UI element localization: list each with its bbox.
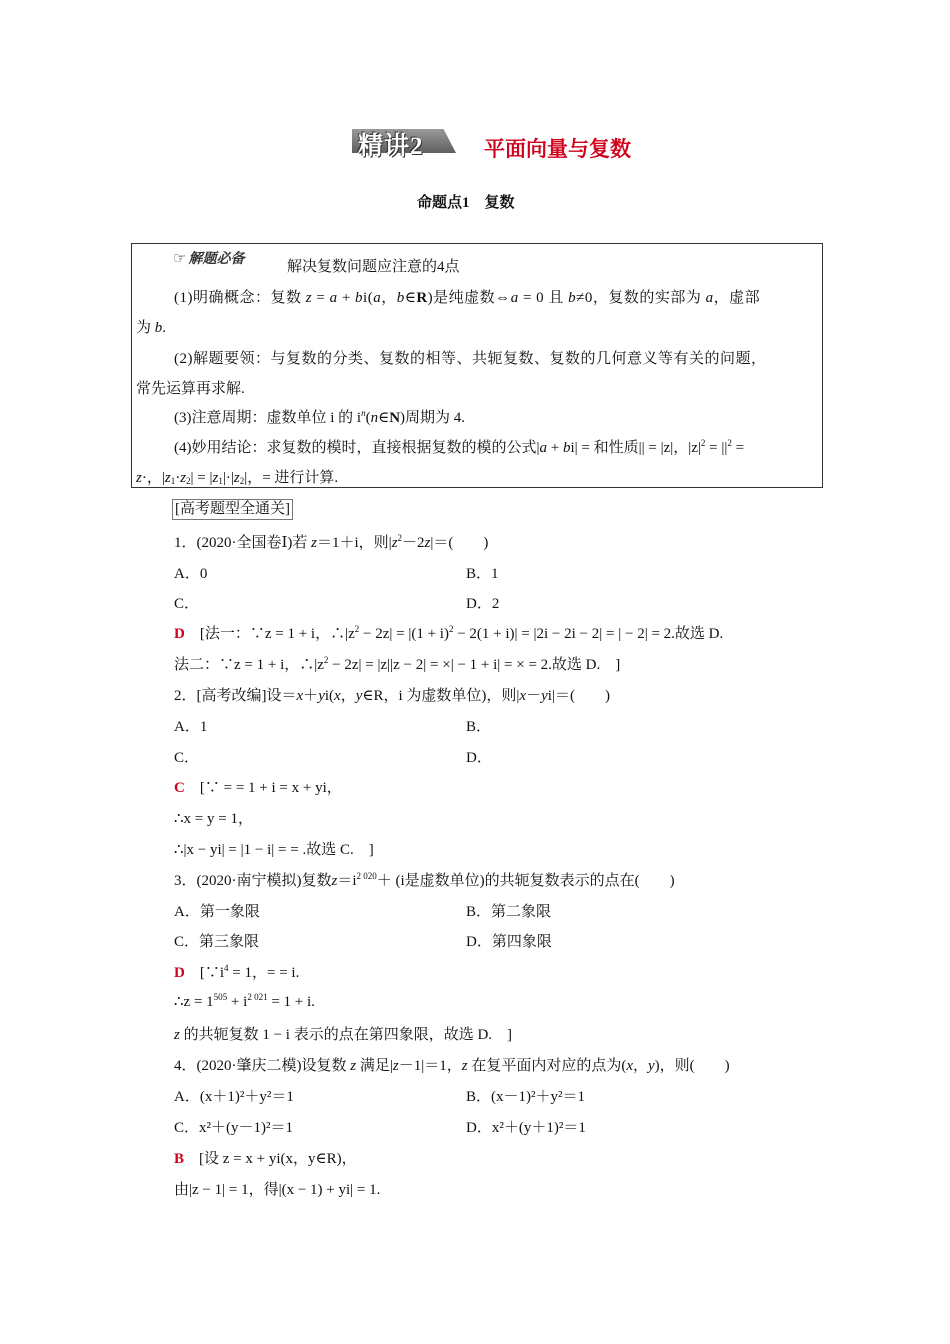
point-4: (4)妙用结论：求复数的模时，直接根据复数的模的公式|a + bi| = 和性质|| = |z|，$|z|^2 = ||^2$ = xyxy=(174,438,745,456)
q4-option-b: B．(x－1)²＋y²＝1 xyxy=(466,1089,585,1105)
q4-solution-2: 由|z − 1| = 1，得|(x − 1) + yi| = 1. xyxy=(174,1182,381,1198)
pointing-hand-icon: ☞ xyxy=(173,250,187,267)
q3-solution-1: D [$\because i^4 = 1$，= = i. xyxy=(174,963,300,981)
q4-option-c: C．x²＋(y－1)²＝1 xyxy=(174,1120,293,1136)
q2-option-b: B． xyxy=(466,719,492,735)
q2-solution-3: ∴|x − yi| = |1 − i| = = .故选 C. ] xyxy=(174,842,374,858)
q3-option-c: C．第三象限 xyxy=(174,934,260,950)
section-subtitle: 命题点1 复数 xyxy=(417,195,515,211)
q4-option-a: A．(x＋1)²＋y²＝1 xyxy=(174,1089,294,1105)
q3-stem: 3．(2020·南宁模拟)复数$z=i^{2 020}+ (i$是虚数单位)的共轭复数表示的点在( ) xyxy=(174,871,675,889)
point-1-cont: 为 b. xyxy=(136,320,167,336)
section-label: [高考题型全通关] xyxy=(172,499,293,520)
q3-answer: D xyxy=(174,965,185,981)
q2-stem: 2．[高考改编]设＝x＋yi(x，y∈R，i 为虚数单位)，则|x－yi|＝( ) xyxy=(174,688,610,704)
q2-solution-2: ∴x = y = 1， xyxy=(174,811,253,827)
q3-option-a: A．第一象限 xyxy=(174,904,260,920)
q3-solution-3: z 的共轭复数 1 − i 表示的点在第四象限，故选 D. ] xyxy=(174,1027,513,1043)
q1-solution-2: 法二：∵z = 1 + i，$\therefore|z^2 - 2z| = |z||z - 2|$ = ×| − 1 + i| = × = 2.故选 D. ] xyxy=(174,655,621,673)
q1-answer: D xyxy=(174,626,185,642)
q2-answer: C xyxy=(174,780,185,796)
point-2: (2)解题要领：与复数的分类、复数的相等、共轭复数、复数的几何意义等有关的问题， xyxy=(174,351,767,367)
banner-text: 精讲2 xyxy=(358,133,424,160)
lecture-banner xyxy=(352,126,460,160)
q1-option-c: C． xyxy=(174,596,200,612)
q2-solution-1: C [∵ = = 1 + i = x + yi， xyxy=(174,780,342,796)
q2-option-c: C． xyxy=(174,750,200,766)
q2-option-d: D． xyxy=(466,750,492,766)
q1-solution-1: D [法一：∵z = 1 + i，$\therefore|z^2 - 2z| = |(1 + i)^2 - 2(1 + i)| = |2i - 2i - 2|$ = | − 2| = 2.故选 D. xyxy=(174,624,724,642)
q4-stem: 4．(2020·肇庆二模)设复数 z 满足|z－1|＝1，z 在复平面内对应的点为(x，y)，则( ) xyxy=(174,1058,730,1074)
q4-answer: B xyxy=(174,1151,185,1167)
q2-option-a: A．1 xyxy=(174,719,208,735)
q1-stem: 1．(2020·全国卷Ⅰ)若 z＝1＋i，则$|z^2-2z|=$( ) xyxy=(174,533,489,551)
tag-label: 解题必备 xyxy=(188,252,245,267)
q3-option-d: D．第四象限 xyxy=(466,934,552,950)
key-points-tag xyxy=(173,248,244,268)
point-1: (1)明确概念：复数 z = a + bi(a，b∈R)是纯虚数⇔a = 0 且 b≠0，复数的实部为 a，虚部 xyxy=(174,290,761,306)
point-2-cont: 常先运算再求解. xyxy=(136,381,245,397)
q4-solution-1: B [设 z = x + yi(x，y∈R)， xyxy=(174,1151,357,1167)
point-3: (3)注意周期：虚数单位 i 的 $i^n(n\in N)$周期为 4. xyxy=(174,408,466,426)
q3-solution-2: ∴z = $1^{505} + i^{2 021} = 1 + i$. xyxy=(174,992,315,1010)
point-4-cont: z·，$|z_1\cdot z_2| = |z_1|\cdot|z_2|$，= 进行计算. xyxy=(136,470,339,486)
q1-option-a: A．0 xyxy=(174,566,208,582)
box-heading: 解决复数问题应注意的4点 xyxy=(287,259,460,275)
page-title: 平面向量与复数 xyxy=(484,137,631,161)
q1-option-b: B．1 xyxy=(466,566,499,582)
q1-option-d: D．2 xyxy=(466,596,500,612)
q4-option-d: D．x²＋(y＋1)²＝1 xyxy=(466,1120,586,1136)
q3-option-b: B．第二象限 xyxy=(466,904,552,920)
